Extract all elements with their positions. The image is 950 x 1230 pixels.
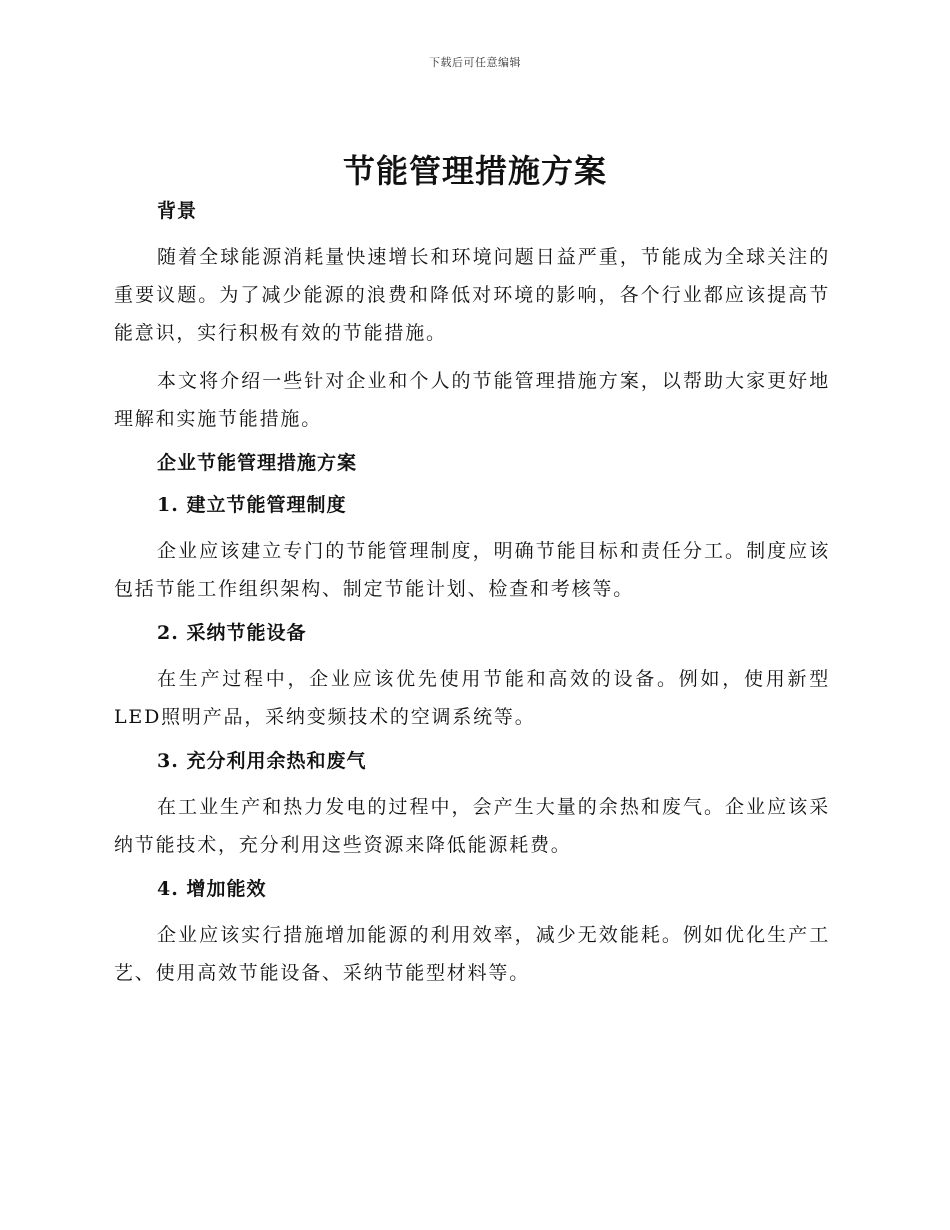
subsection-heading: 2. 采纳节能设备 [157, 622, 307, 644]
subsection-heading: 1. 建立节能管理制度 [157, 494, 347, 516]
paragraph: 企业应该实行措施增加能源的利用效率，减少无效能耗。例如优化生产工艺、使用高效节能设备、采纳节能型材料等。 [114, 924, 830, 984]
paragraph: 随着全球能源消耗量快速增长和环境问题日益严重，节能成为全球关注的重要议题。为了减少能源的浪费和降低对环境的影响，各个行业都应该提高节能意识，实行积极有效的节能措施。 [114, 246, 830, 344]
paragraph: 在生产过程中，企业应该优先使用节能和高效的设备。例如，使用新型LED照明产品，采纳变频技术的空调系统等。 [114, 668, 830, 728]
subsection-heading: 3. 充分利用余热和废气 [157, 750, 367, 772]
document-title: 节能管理措施方案 [342, 152, 607, 190]
paragraph: 本文将介绍一些针对企业和个人的节能管理措施方案，以帮助大家更好地理解和实施节能措施。 [114, 370, 830, 430]
header-note: 下载后可任意编辑 [429, 56, 521, 69]
document-body [114, 196, 830, 1002]
paragraph: 在工业生产和热力发电的过程中，会产生大量的余热和废气。企业应该采纳节能技术，充分利用这些资源来降低能源耗费。 [114, 796, 830, 856]
subsection-heading: 4. 增加能效 [157, 878, 267, 900]
section-heading-background: 背景 [157, 200, 198, 222]
section-heading-enterprise: 企业节能管理措施方案 [157, 452, 358, 474]
paragraph: 企业应该建立专门的节能管理制度，明确节能目标和责任分工。制度应该包括节能工作组织架构、制定节能计划、检查和考核等。 [114, 540, 830, 600]
